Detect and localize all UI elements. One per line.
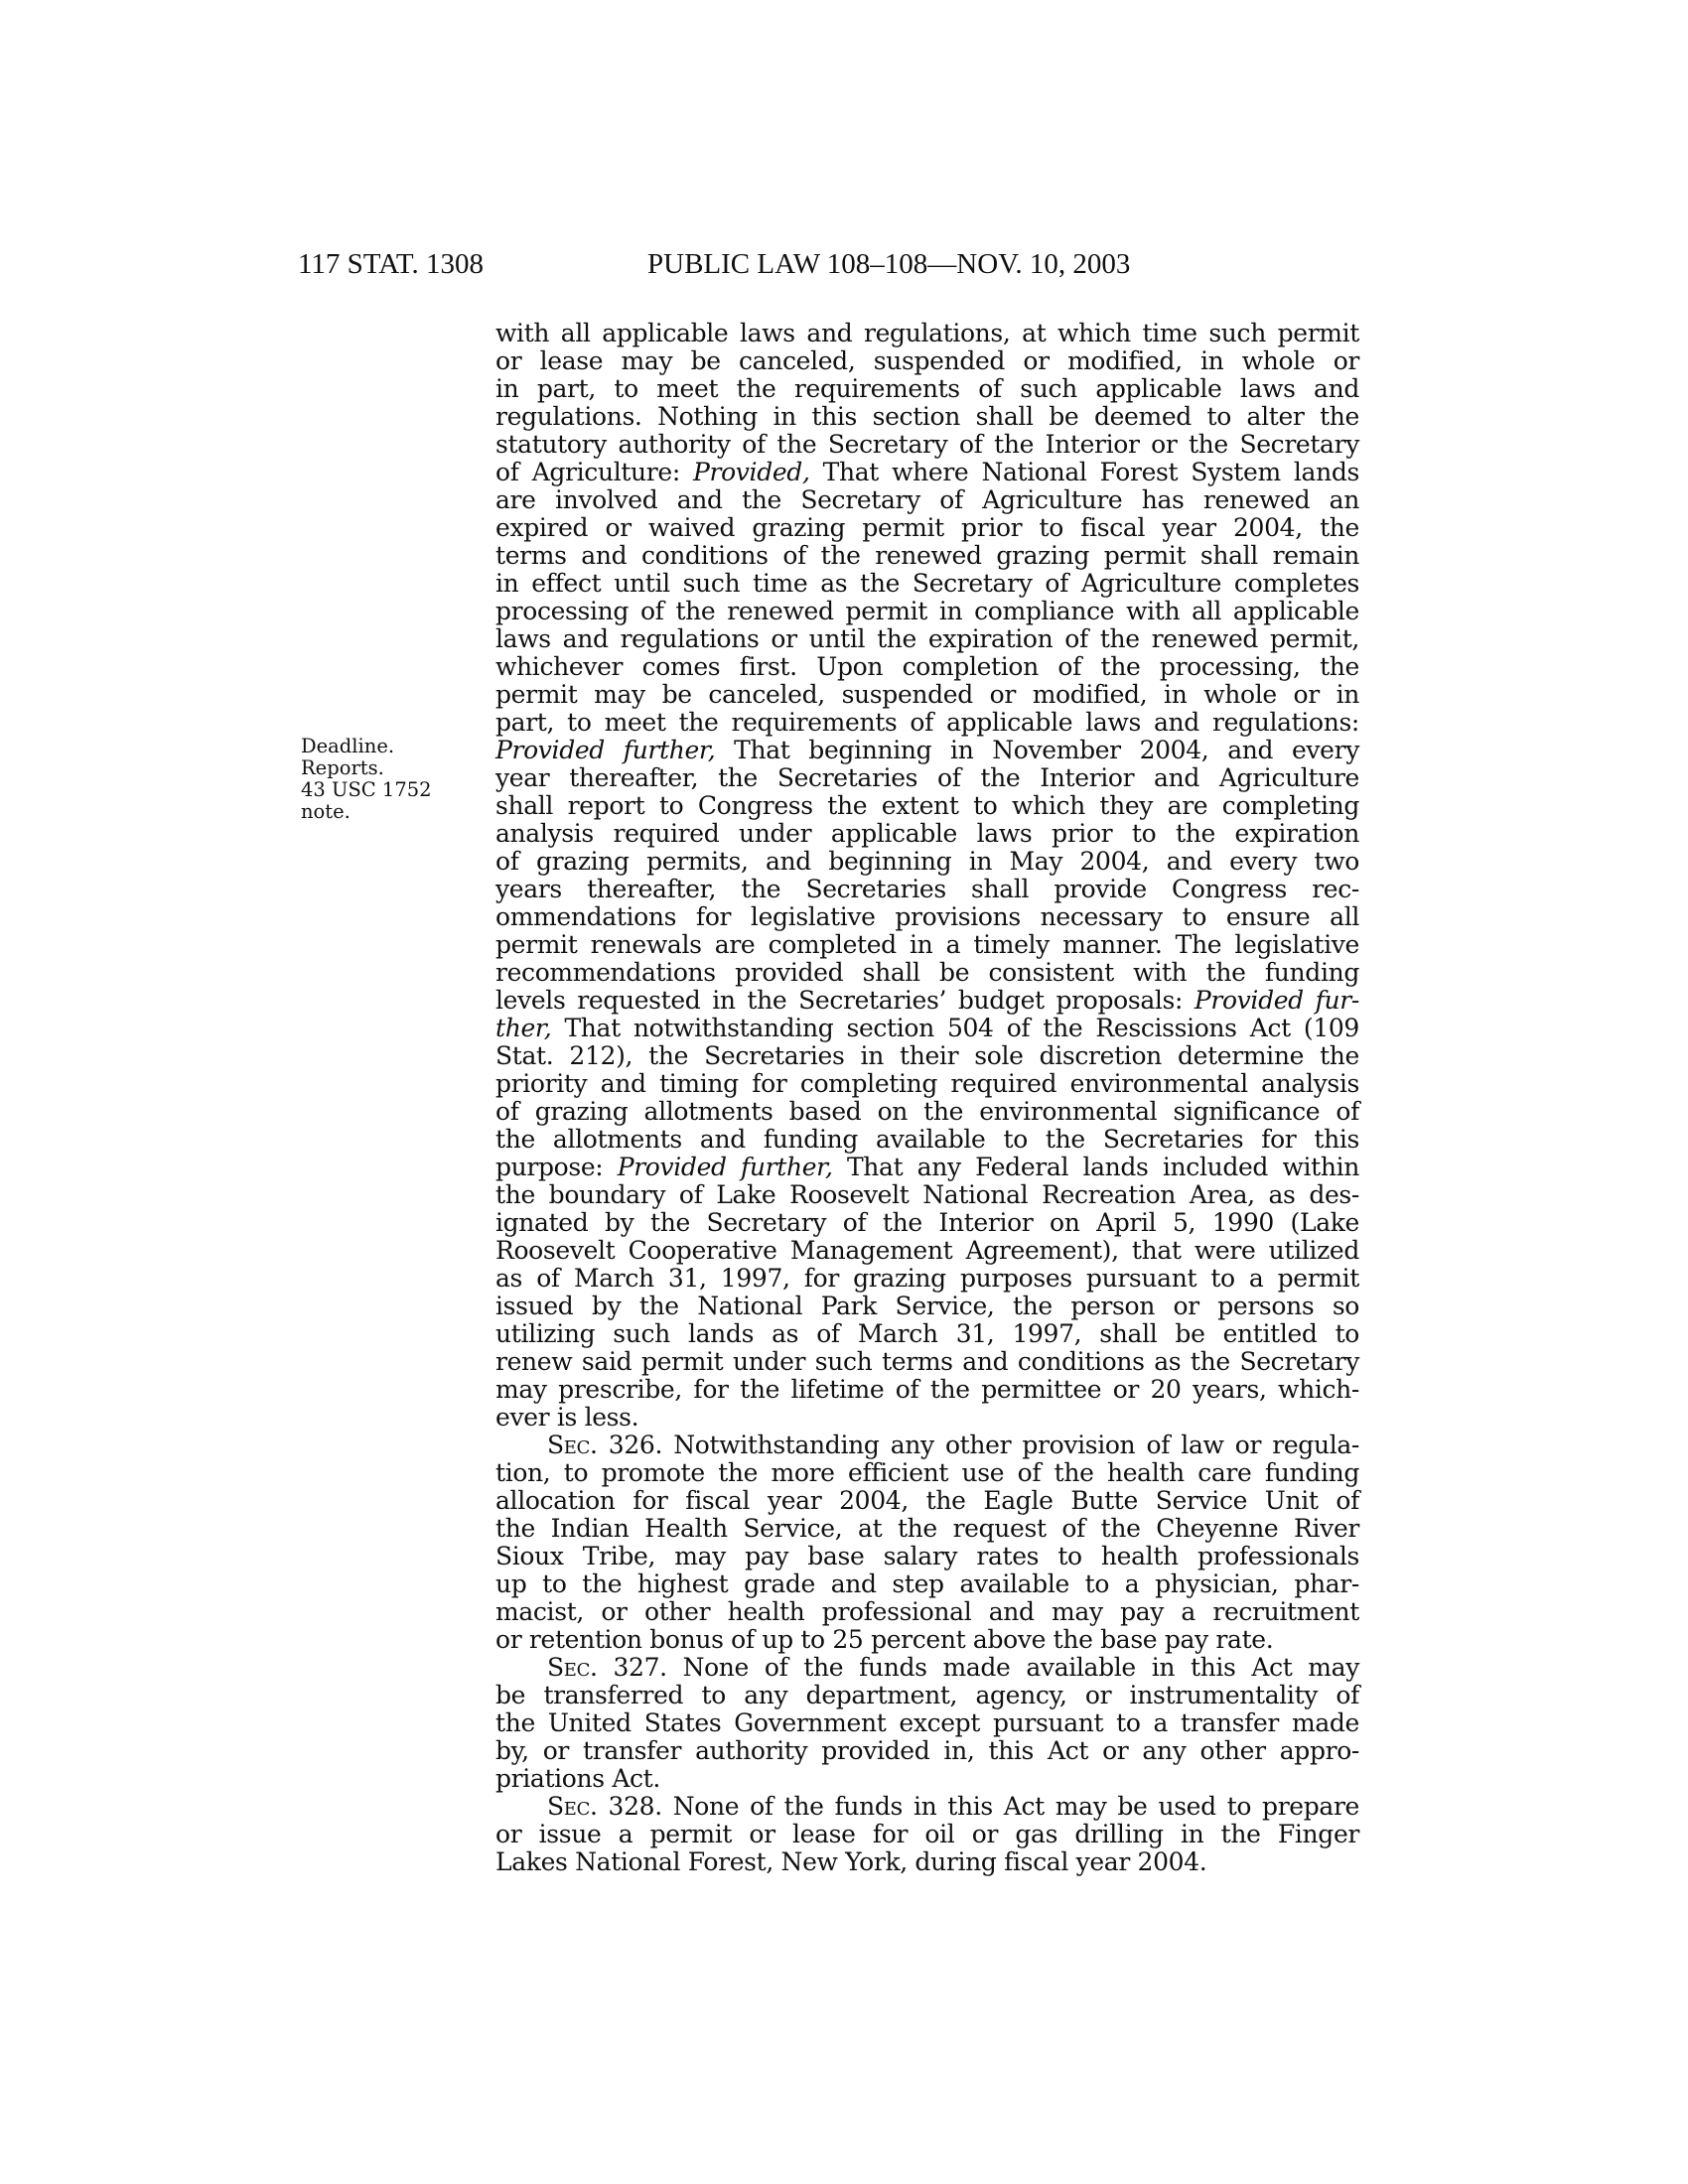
text-line — [495, 1543, 1359, 1570]
text-line — [495, 1821, 1359, 1848]
text-segment: Roosevelt Cooperative Management Agreement), that were utilized — [495, 1236, 1359, 1265]
section-label: Sec. — [547, 1431, 598, 1459]
margin-note-line: Reports. — [301, 756, 384, 779]
body-text — [495, 320, 1359, 1876]
italic-proviso: Provided further, — [617, 1153, 833, 1181]
text-segment: part, to meet the requirements of applicable laws and regulations: — [495, 708, 1359, 737]
text-segment: by, or transfer authority provided in, this Act or any other appro- — [495, 1736, 1359, 1765]
italic-proviso: Provided, — [693, 458, 810, 486]
text-segment: priations Act. — [495, 1764, 660, 1793]
text-line — [495, 1154, 1359, 1181]
text-segment: analysis required under applicable laws prior to the expiration — [495, 819, 1359, 848]
text-segment: are involved and the Secretary of Agriculture has renewed an — [495, 485, 1359, 514]
text-segment: years thereafter, the Secretaries shall provide Congress rec- — [495, 875, 1359, 903]
text-line — [495, 681, 1359, 709]
text-line — [495, 709, 1359, 737]
text-segment: ever is less. — [495, 1403, 639, 1432]
text-segment: terms and conditions of the renewed grazing permit shall remain — [495, 541, 1359, 570]
text-line — [495, 1765, 1359, 1793]
page-header — [298, 244, 1390, 284]
text-segment: year thereafter, the Secretaries of the Interior and Agriculture — [495, 763, 1359, 792]
text-segment: That where National Forest System lands — [809, 458, 1359, 486]
margin-note-line: note. — [301, 800, 351, 823]
text-segment: the Indian Health Service, at the request of the Cheyenne River — [495, 1514, 1359, 1543]
text-line — [495, 625, 1359, 653]
text-segment: Lakes National Forest, New York, during fiscal year 2004. — [495, 1847, 1207, 1876]
text-line — [495, 1015, 1359, 1042]
text-line — [495, 1737, 1359, 1765]
text-segment: recommendations provided shall be consistent with the funding — [495, 958, 1359, 987]
text-line — [495, 1181, 1359, 1209]
text-line — [495, 1126, 1359, 1154]
margin-note — [301, 736, 460, 823]
text-line — [495, 792, 1359, 820]
text-segment: That any Federal lands included within — [832, 1153, 1359, 1181]
text-segment: whichever comes first. Upon completion of the processing, the — [495, 652, 1359, 681]
text-line — [495, 431, 1359, 459]
text-segment: renew said permit under such terms and conditions as the Secretary — [495, 1347, 1359, 1376]
text-line — [495, 1237, 1359, 1265]
margin-note-line: 43 USC 1752 — [301, 778, 432, 801]
text-line — [495, 1682, 1359, 1709]
text-line — [495, 987, 1359, 1015]
margin-note-line: Deadline. — [301, 735, 395, 757]
text-segment: be transferred to any department, agency, or instrumentality of — [495, 1681, 1359, 1709]
text-segment: macist, or other health professional and may pay a recruitment — [495, 1597, 1359, 1626]
text-line — [495, 459, 1359, 486]
text-segment: laws and regulations or until the expiration of the renewed permit, — [495, 624, 1359, 653]
text-segment: statutory authority of the Secretary of the Interior or the Secretary — [495, 430, 1359, 459]
text-line — [495, 1265, 1359, 1293]
text-segment: of grazing permits, and beginning in May 2004, and every two — [495, 847, 1359, 876]
text-line — [495, 375, 1359, 403]
text-segment: in part, to meet the requirements of such applicable laws and — [495, 374, 1359, 403]
text-line — [495, 931, 1359, 959]
text-line — [495, 570, 1359, 598]
text-line — [495, 1848, 1359, 1876]
text-segment: issued by the National Park Service, the person or persons so — [495, 1292, 1359, 1320]
text-segment: expired or waived grazing permit prior to fiscal year 2004, the — [495, 513, 1359, 542]
text-segment: ignated by the Secretary of the Interior on April 5, 1990 (Lake — [495, 1208, 1359, 1237]
text-segment: permit may be canceled, suspended or modified, in whole or in — [495, 680, 1359, 709]
text-line — [495, 403, 1359, 431]
text-segment: utilizing such lands as of March 31, 1997, shall be entitled to — [495, 1319, 1359, 1348]
text-segment: the United States Government except pursuant to a transfer made — [495, 1708, 1359, 1737]
text-line — [495, 1209, 1359, 1237]
text-segment: allocation for fiscal year 2004, the Eagle Butte Service Unit of — [495, 1486, 1359, 1515]
text-segment: 327. None of the funds made available in this Act may — [597, 1653, 1359, 1682]
text-segment: up to the highest grade and step available to a physician, phar- — [495, 1570, 1359, 1598]
text-segment: or lease may be canceled, suspended or modified, in whole or — [495, 346, 1359, 375]
text-line — [495, 1098, 1359, 1126]
italic-proviso: ther, — [495, 1014, 552, 1042]
text-segment: or issue a permit or lease for oil or gas drilling in the Finger — [495, 1820, 1359, 1848]
text-segment: of Agriculture: — [495, 458, 694, 486]
text-line — [495, 848, 1359, 876]
text-segment: That notwithstanding section 504 of the Rescissions Act (109 — [551, 1014, 1359, 1042]
text-segment: Stat. 212), the Secretaries in their sole discretion determine the — [495, 1041, 1359, 1070]
text-line — [495, 876, 1359, 903]
text-line — [495, 347, 1359, 375]
section-label: Sec. — [547, 1792, 598, 1821]
text-segment: permit renewals are completed in a timely manner. The legislative — [495, 930, 1359, 959]
stat-reference: 117 STAT. 1308 — [298, 248, 484, 280]
text-line — [495, 1709, 1359, 1737]
text-line — [495, 598, 1359, 625]
text-line — [495, 1626, 1359, 1654]
text-line — [495, 542, 1359, 570]
text-line — [495, 764, 1359, 792]
text-line — [495, 1598, 1359, 1626]
text-line — [495, 1654, 1359, 1682]
text-line — [495, 653, 1359, 681]
text-line — [495, 1432, 1359, 1459]
text-line — [495, 1487, 1359, 1515]
law-title: PUBLIC LAW 108–108—NOV. 10, 2003 — [647, 248, 1131, 280]
text-segment: purpose: — [495, 1153, 618, 1181]
text-line — [495, 1515, 1359, 1543]
text-segment: in effect until such time as the Secretary of Agriculture completes — [495, 569, 1359, 598]
text-line — [495, 903, 1359, 931]
text-segment: the allotments and funding available to the Secretaries for this — [495, 1125, 1359, 1154]
italic-proviso: Provided further, — [495, 736, 716, 764]
text-segment: regulations. Nothing in this section shall be deemed to alter the — [495, 402, 1359, 431]
text-segment: with all applicable laws and regulations, at which time such permit — [495, 319, 1359, 347]
text-line — [495, 1793, 1359, 1821]
text-segment: processing of the renewed permit in compliance with all applicable — [495, 597, 1359, 625]
text-segment: shall report to Congress the extent to which they are completing — [495, 791, 1359, 820]
text-line — [495, 1348, 1359, 1376]
text-line — [495, 514, 1359, 542]
text-segment: tion, to promote the more efficient use of the health care funding — [495, 1458, 1359, 1487]
text-segment: levels requested in the Secretaries’ budget proposals: — [495, 986, 1195, 1015]
text-segment: as of March 31, 1997, for grazing purposes pursuant to a permit — [495, 1264, 1359, 1293]
text-line — [495, 1404, 1359, 1432]
text-segment: or retention bonus of up to 25 percent above the base pay rate. — [495, 1625, 1274, 1654]
text-line — [495, 1293, 1359, 1320]
text-line — [495, 486, 1359, 514]
text-line — [495, 320, 1359, 347]
text-segment: may prescribe, for the lifetime of the permittee or 20 years, which- — [495, 1375, 1359, 1404]
text-line — [495, 1042, 1359, 1070]
text-segment: Sioux Tribe, may pay base salary rates to health professionals — [495, 1542, 1359, 1570]
text-line — [495, 1070, 1359, 1098]
text-segment: 328. None of the funds in this Act may be used to prepare — [597, 1792, 1359, 1821]
text-line — [495, 820, 1359, 848]
text-segment: 326. Notwithstanding any other provision of law or regula- — [597, 1431, 1359, 1459]
section-label: Sec. — [547, 1653, 598, 1682]
text-segment: of grazing allotments based on the environmental significance of — [495, 1097, 1359, 1126]
text-line — [495, 1320, 1359, 1348]
text-segment: That beginning in November 2004, and every — [715, 736, 1360, 764]
italic-proviso: Provided fur- — [1194, 986, 1359, 1015]
text-line — [495, 1570, 1359, 1598]
text-segment: ommendations for legislative provisions necessary to ensure all — [495, 902, 1359, 931]
text-line — [495, 959, 1359, 987]
text-segment: priority and timing for completing required environmental analysis — [495, 1069, 1359, 1098]
text-line — [495, 1459, 1359, 1487]
text-line — [495, 737, 1359, 764]
text-line — [495, 1376, 1359, 1404]
text-segment: the boundary of Lake Roosevelt National Recreation Area, as des- — [495, 1180, 1359, 1209]
